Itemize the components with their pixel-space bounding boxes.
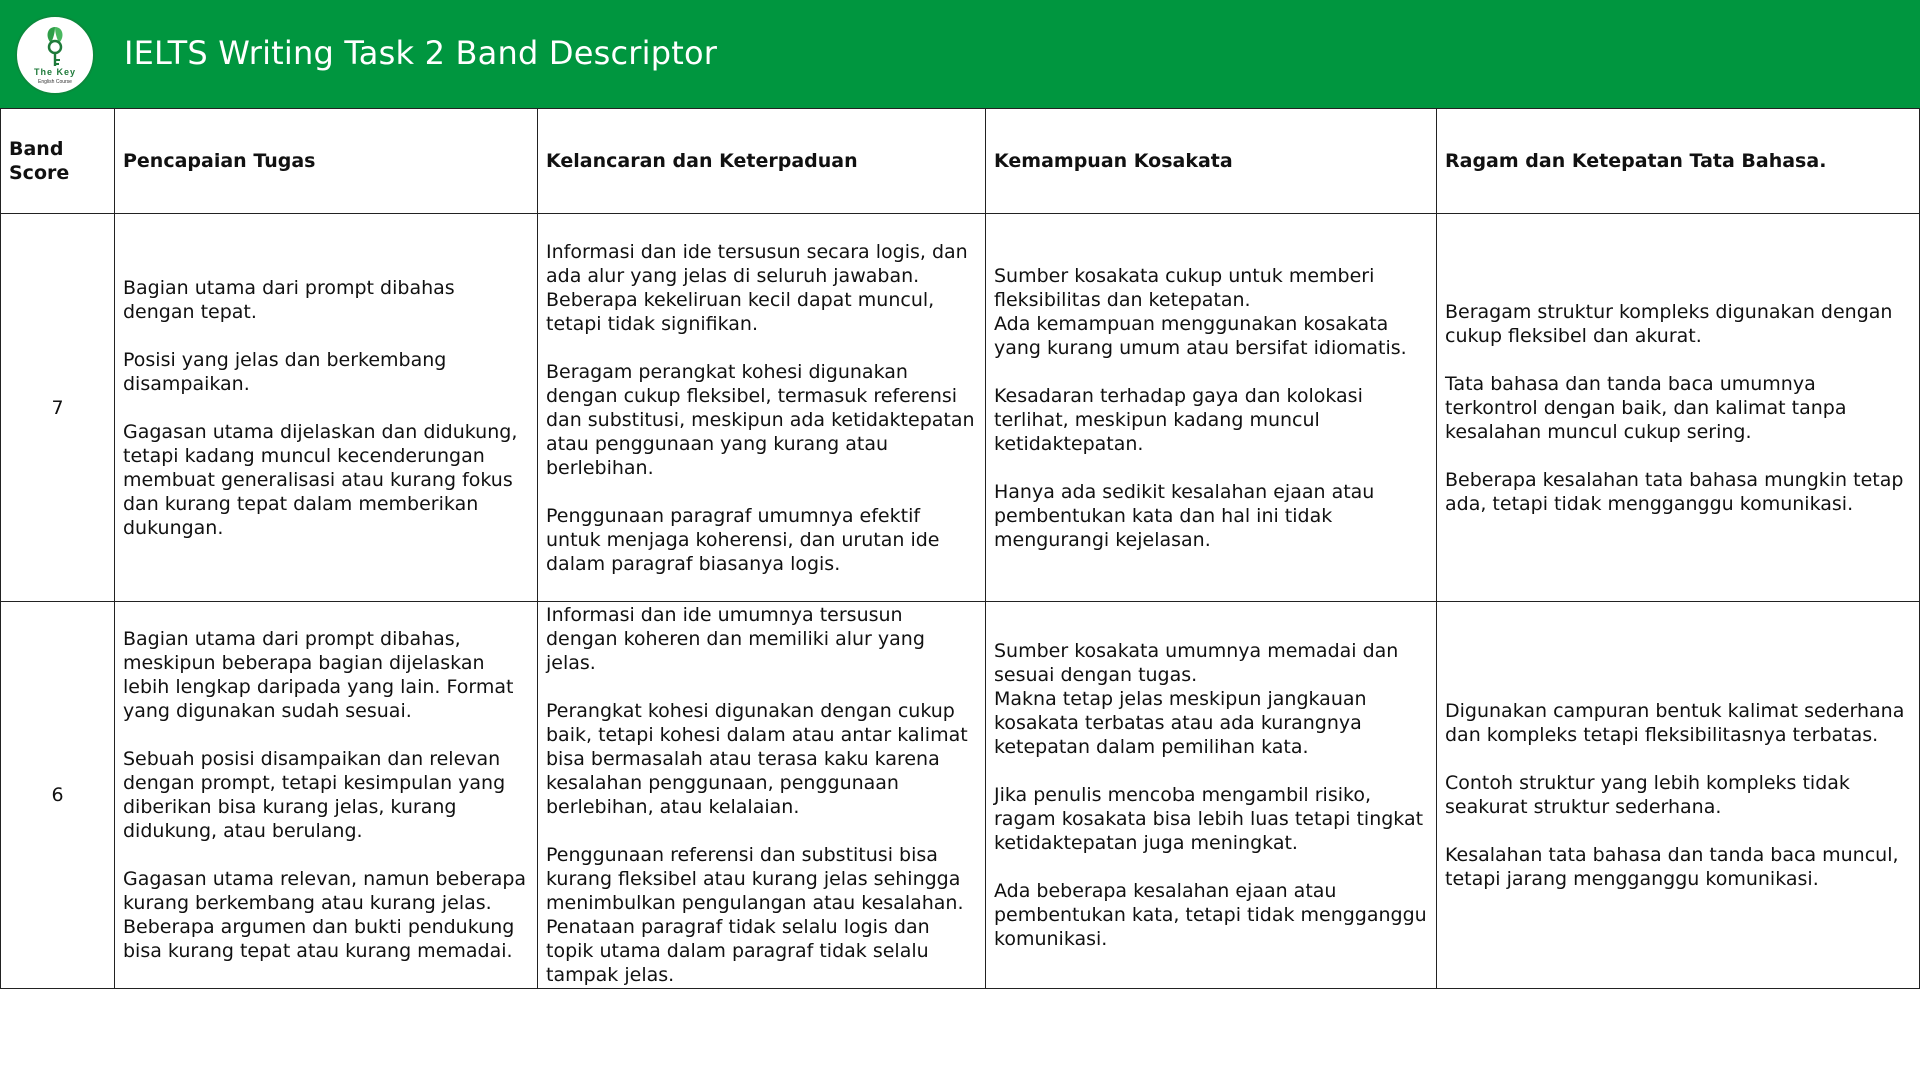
coherence-cohesion-cell: Informasi dan ide umumnya tersusun dengan koheren dan memiliki alur yang jelas. Perangkat kohesi digunakan dengan cukup baik, tetapi kohesi dalam atau antar kalimat bisa bermasalah atau terasa kaku karena kesalahan penggunaan, penggunaan berlebihan, atau kelalaian. Penggunaan referensi dan substitusi bisa kurang fleksibel atau kurang jelas sehingga menimbulkan pengulangan atau kesalahan. Penataan paragraf tidak selalu logis dan topik utama dalam paragraf tidak selalu tampak jelas. bbox=[538, 602, 986, 989]
table-header-row bbox=[1, 109, 1920, 214]
band-score-cell: 6 bbox=[1, 602, 115, 989]
page-header bbox=[0, 0, 1920, 108]
column-header-grammatical-range: Ragam dan Ketepatan Tata Bahasa. bbox=[1437, 109, 1920, 214]
column-header-coherence-cohesion: Kelancaran dan Keterpaduan bbox=[538, 109, 986, 214]
logo-text: The Key bbox=[33, 67, 76, 77]
band-descriptor-table bbox=[0, 108, 1920, 989]
lexical-resource-cell: Sumber kosakata cukup untuk memberi fleksibilitas dan ketepatan. Ada kemampuan menggunakan kosakata yang kurang umum atau bersifat idiomatis. Kesadaran terhadap gaya dan kolokasi terlihat, meskipun kadang muncul ketidaktepatan. Hanya ada sedikit kesalahan ejaan atau pembentukan kata dan hal ini tidak mengurangi kejelasan. bbox=[986, 214, 1437, 602]
logo-subtext: English Course bbox=[38, 79, 72, 85]
task-achievement-cell: Bagian utama dari prompt dibahas, meskipun beberapa bagian dijelaskan lebih lengkap daripada yang lain. Format yang digunakan sudah sesuai. Sebuah posisi disampaikan dan relevan dengan prompt, tetapi kesimpulan yang diberikan bisa kurang jelas, kurang didukung, atau berulang. Gagasan utama relevan, namun beberapa kurang berkembang atau kurang jelas. Beberapa argumen dan bukti pendukung bisa kurang tepat atau kurang memadai. bbox=[115, 602, 538, 989]
column-header-band-score: Band Score bbox=[1, 109, 115, 214]
grammatical-range-cell: Beragam struktur kompleks digunakan dengan cukup fleksibel dan akurat. Tata bahasa dan tanda baca umumnya terkontrol dengan baik, dan kalimat tanpa kesalahan muncul cukup sering. Beberapa kesalahan tata bahasa mungkin tetap ada, tetapi tidak mengganggu komunikasi. bbox=[1437, 214, 1920, 602]
coherence-cohesion-cell: Informasi dan ide tersusun secara logis, dan ada alur yang jelas di seluruh jawaban. Beberapa kekeliruan kecil dapat muncul, tetapi tidak signifikan. Beragam perangkat kohesi digunakan dengan cukup fleksibel, termasuk referensi dan substitusi, meskipun ada ketidaktepatan atau penggunaan yang kurang atau berlebihan. Penggunaan paragraf umumnya efektif untuk menjaga koherensi, dan urutan ide dalam paragraf biasanya logis. bbox=[538, 214, 986, 602]
column-header-task-achievement: Pencapaian Tugas bbox=[115, 109, 538, 214]
band-score-cell: 7 bbox=[1, 214, 115, 602]
grammatical-range-cell: Digunakan campuran bentuk kalimat sederhana dan kompleks tetapi fleksibilitasnya terbatas. Contoh struktur yang lebih kompleks tidak seakurat struktur sederhana. Kesalahan tata bahasa dan tanda baca muncul, tetapi jarang mengganggu komunikasi. bbox=[1437, 602, 1920, 989]
lexical-resource-cell: Sumber kosakata umumnya memadai dan sesuai dengan tugas. Makna tetap jelas meskipun jangkauan kosakata terbatas atau ada kurangnya ketepatan dalam pemilihan kata. Jika penulis mencoba mengambil risiko, ragam kosakata bisa lebih luas tetapi tingkat ketidaktepatan juga meningkat. Ada beberapa kesalahan ejaan atau pembentukan kata, tetapi tidak mengganggu komunikasi. bbox=[986, 602, 1437, 989]
task-achievement-cell: Bagian utama dari prompt dibahas dengan tepat. Posisi yang jelas dan berkembang disampaikan. Gagasan utama dijelaskan dan didukung, tetapi kadang muncul kecenderungan membuat generalisasi atau kurang fokus dan kurang tepat dalam memberikan dukungan. bbox=[115, 214, 538, 602]
table-row bbox=[1, 214, 1920, 602]
column-header-lexical-resource: Kemampuan Kosakata bbox=[986, 109, 1437, 214]
page-title: IELTS Writing Task 2 Band Descriptor bbox=[124, 34, 718, 72]
logo bbox=[15, 15, 95, 95]
table-row bbox=[1, 602, 1920, 989]
